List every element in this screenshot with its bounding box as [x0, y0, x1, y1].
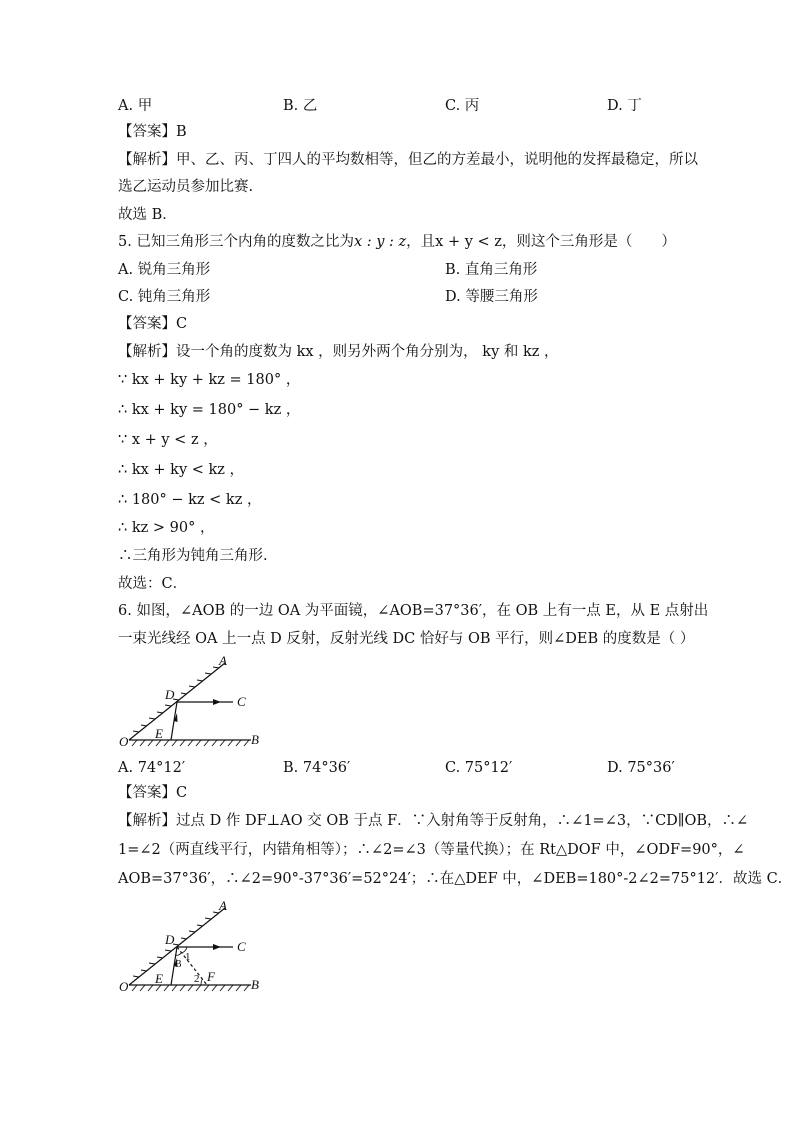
- q6-stem-line1: 6. 如图，∠AOB 的一边 OA 为平面镜，∠AOB=37°36′，在 OB 上有一点 E，从 E 点射出: [118, 603, 709, 619]
- q5-step: ∵ kx + ky + kz = 180° ，: [118, 372, 301, 388]
- q6-analysis-line1: 【解析】过点 D 作 DF⊥AO 交 OB 于点 F．∵入射角等于反射角，∴∠1=∠3，∵CD∥OB，∴∠: [118, 813, 749, 829]
- q6-option-b: B. 74°36′: [283, 760, 351, 776]
- label-e: E: [155, 971, 163, 986]
- q5-stem-suffix: ，则这个三角形是（ ）: [501, 234, 676, 250]
- angle-label-3: 3: [176, 958, 182, 970]
- label-a: A: [219, 900, 227, 913]
- q5-step: ∵ x + y < z ，: [118, 432, 218, 448]
- q5-option-c: C. 钝角三角形: [118, 289, 211, 305]
- label-c: C: [237, 939, 246, 954]
- q5-step: ∴三角形为钝角三角形.: [118, 548, 268, 564]
- q5-stem: [118, 232, 678, 252]
- label-d: D: [165, 932, 175, 947]
- q6-option-d: D. 75°36′: [607, 760, 675, 776]
- q4-option-b: B. 乙: [283, 98, 318, 114]
- q5-option-b: B. 直角三角形: [445, 262, 538, 278]
- q6-figure: [115, 655, 275, 755]
- q4-conclusion: 故选 B．: [118, 207, 177, 223]
- q5-step: ∴ kx + ky = 180° − kz ，: [118, 402, 301, 418]
- q4-analysis-line2: 选乙运动员参加比赛.: [118, 179, 254, 195]
- q6-analysis-line3: AOB=37°36′，∴∠2=90°-37°36′=52°24′；∴在△DEF 中，∠DEB=180°-2∠2=75°12′．故选 C．: [118, 871, 793, 887]
- q6-stem-line2: 一束光线经 OA 上一点 D 反射，反射光线 DC 恰好与 OB 平行，则∠DEB 的度数是（ ）: [118, 631, 695, 647]
- q5-option-d: D. 等腰三角形: [445, 289, 538, 305]
- label-a: A: [219, 655, 227, 668]
- label-c: C: [237, 694, 246, 709]
- q4-option-a: A. 甲: [118, 98, 153, 114]
- q5-step: ∴ 180° − kz < kz ，: [118, 492, 262, 508]
- q6-option-c: C. 75°12′: [445, 760, 513, 776]
- angle-label-1: 1: [185, 951, 191, 963]
- q4-option-c: C. 丙: [445, 98, 480, 114]
- q5-stem-mid: ，且: [406, 234, 436, 250]
- q5-option-a: A. 锐角三角形: [118, 262, 211, 278]
- q6-solution-figure: [115, 900, 275, 1000]
- q5-analysis: 【解析】设一个角的度数为 kx ，则另外两个角分别为， ky 和 kz ，: [118, 344, 559, 360]
- q5-step: ∴ kz > 90° ，: [118, 520, 215, 536]
- q5-stem-ratio: x : y : z: [353, 234, 407, 250]
- label-e: E: [155, 726, 163, 741]
- label-o: O: [119, 734, 129, 749]
- q6-option-a: A. 74°12′: [118, 760, 186, 776]
- angle-label-2: 2: [194, 973, 200, 985]
- q5-stem-cond: x + y < z: [435, 234, 502, 250]
- q5-step: ∴ kx + ky < kz ，: [118, 462, 245, 478]
- label-f: F: [207, 969, 215, 984]
- label-o: O: [119, 979, 129, 994]
- q6-analysis-line2: 1=∠2（两直线平行，内错角相等）；∴∠2=∠3（等量代换）；在 Rt△DOF 中，∠ODF=90°，∠: [118, 842, 745, 858]
- q6-answer: 【答案】C: [118, 785, 188, 801]
- q4-answer: 【答案】B: [118, 124, 187, 140]
- q4-analysis-line1: 【解析】甲、乙、丙、丁四人的平均数相等，但乙的方差最小，说明他的发挥最稳定，所以: [118, 152, 698, 168]
- q5-conclusion: 故选：C．: [118, 576, 188, 592]
- q5-answer: 【答案】C: [118, 316, 188, 332]
- label-d: D: [165, 687, 175, 702]
- label-b: B: [251, 977, 259, 992]
- q5-stem-prefix: 5. 已知三角形三个内角的度数之比为: [118, 234, 354, 250]
- q4-option-d: D. 丁: [607, 98, 642, 114]
- label-b: B: [251, 732, 259, 747]
